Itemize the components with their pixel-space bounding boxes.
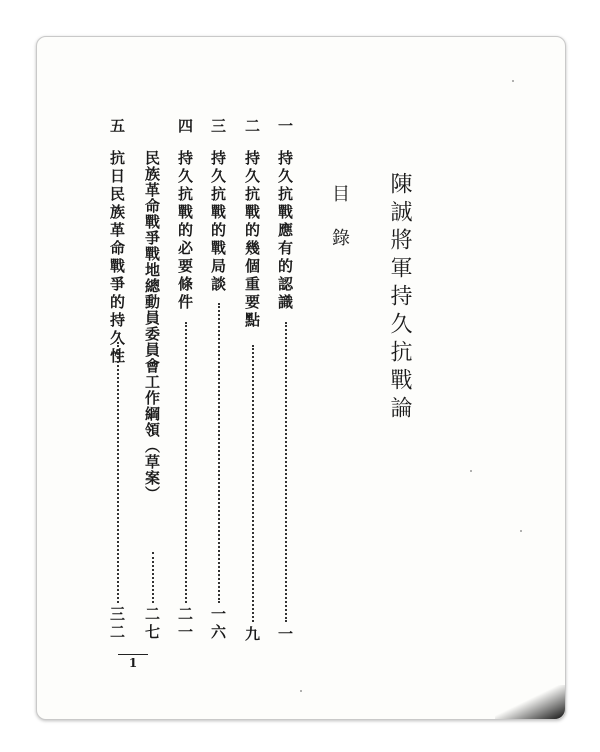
toc-entry-6-title[interactable]: 抗日民族革命戰爭的持久性 bbox=[108, 150, 126, 366]
toc-entry-2-title[interactable]: 持久抗戰的幾個重要點 bbox=[243, 150, 261, 330]
book-title: 陳誠將軍持久抗戰論 bbox=[387, 172, 412, 424]
toc-entry-1-page: 一 bbox=[276, 626, 294, 644]
scan-speck bbox=[470, 470, 472, 472]
toc-entry-1-title[interactable]: 持久抗戰應有的認識 bbox=[276, 150, 294, 312]
page-number: 1 bbox=[118, 654, 148, 670]
toc-entry-5-title[interactable]: 民族革命戰爭戰地總動員委員會工作綱領（草案） bbox=[143, 150, 161, 502]
toc-entry-3-page: 一六 bbox=[209, 606, 227, 642]
scan-speck bbox=[520, 530, 522, 532]
toc-entry-6-page: 三二 bbox=[108, 606, 126, 642]
toc-heading: 目錄 bbox=[329, 184, 350, 272]
toc-entry-5-leader bbox=[152, 552, 154, 603]
toc-entry-1-leader bbox=[285, 322, 287, 622]
toc-entry-4-page: 二一 bbox=[176, 606, 194, 642]
toc-entry-5-page: 二七 bbox=[143, 606, 161, 642]
scan-shadow-corner bbox=[495, 685, 565, 719]
scan-speck bbox=[300, 690, 302, 692]
toc-entry-4-title[interactable]: 持久抗戰的必要條件 bbox=[176, 150, 194, 312]
toc-entry-2-leader bbox=[252, 345, 254, 622]
scan-speck bbox=[512, 80, 514, 82]
toc-entry-1-number: 一 bbox=[276, 118, 294, 136]
toc-entry-4-leader bbox=[185, 322, 187, 603]
toc-entry-6-leader bbox=[117, 342, 119, 603]
toc-entry-6-number: 五 bbox=[108, 118, 126, 136]
toc-entry-2-page: 九 bbox=[243, 626, 261, 644]
toc-entry-3-number: 三 bbox=[209, 118, 227, 136]
toc-entry-3-title[interactable]: 持久抗戰的戰局談 bbox=[209, 150, 227, 294]
toc-entry-2-number: 二 bbox=[243, 118, 261, 136]
toc-entry-4-number: 四 bbox=[176, 118, 194, 136]
toc-entry-3-leader bbox=[218, 303, 220, 603]
